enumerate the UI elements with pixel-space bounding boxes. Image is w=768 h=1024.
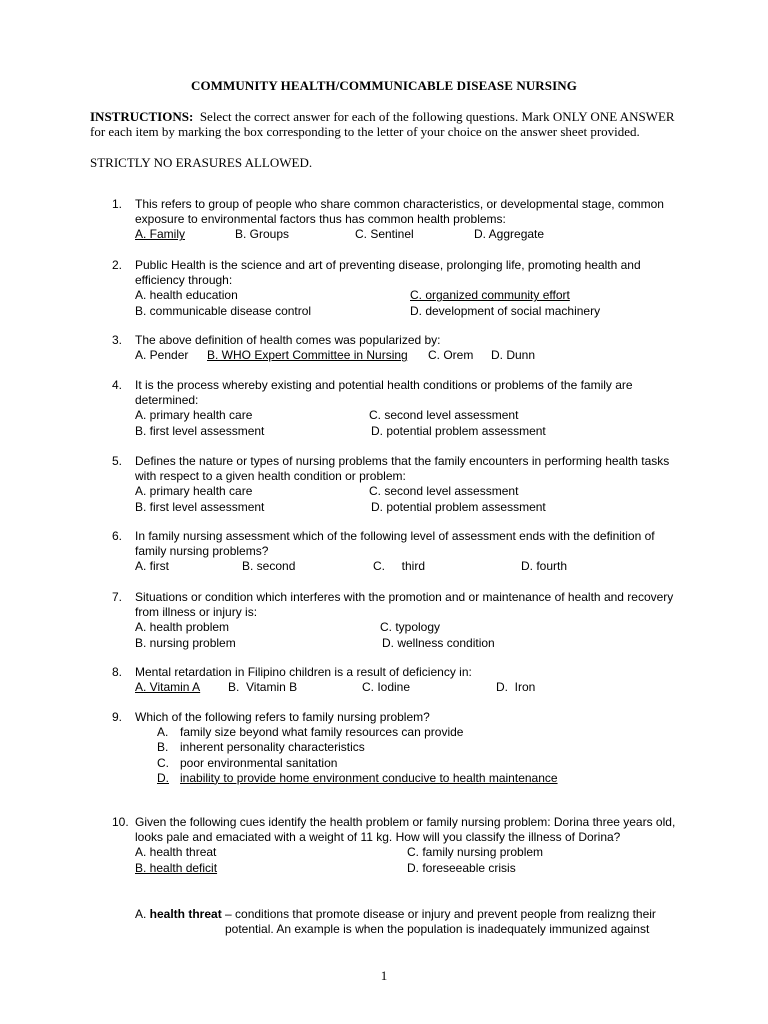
instructions-label: INSTRUCTIONS: <box>90 109 194 124</box>
question-stem: Which of the following refers to family nursing problem? <box>135 710 430 724</box>
question-number: 7. <box>112 590 123 604</box>
choice-b: B. first level assessment <box>135 499 265 514</box>
choice-row <box>135 348 682 363</box>
choice-b: B. first level assessment <box>135 423 265 438</box>
instructions-text: Select the correct answer for each of the following questions. Mark ONLY ONE ANSWER for each item by marking the box corresponding to the letter of your choice on the answer sheet provided. <box>90 109 675 139</box>
question-2 <box>112 258 682 319</box>
choice-a: A. primary health care <box>135 484 253 499</box>
question-stem: Public Health is the science and art of preventing disease, prolonging life, promoting health and efficiency through: <box>135 258 641 288</box>
choice-c: C. third <box>373 559 426 574</box>
question-stem: Given the following cues identify the health problem or family nursing problem: Dorina three years old, looks pale and emaciated with a weight of 11 kg. How will you classify the illness of Dorina? <box>135 815 676 845</box>
question-10 <box>112 815 682 876</box>
choice-row <box>135 288 682 303</box>
choice-d: D. Iron <box>496 680 536 695</box>
choice-d: D. development of social machinery <box>410 303 601 318</box>
definition-line-2: potential. An example is when the population is inadequately immunized against <box>225 922 650 937</box>
question-number: 3. <box>112 333 123 347</box>
choice-a: A. primary health care <box>135 408 253 423</box>
choice-row <box>135 861 682 876</box>
choice-b: B. Groups <box>235 227 290 242</box>
question-number: 9. <box>112 710 123 724</box>
choice-row <box>135 845 682 860</box>
choice-c: C. organized community effort <box>410 288 570 303</box>
question-number: 6. <box>112 529 123 543</box>
choice-b <box>135 740 682 755</box>
choice-c: C. typology <box>380 620 441 635</box>
question-stem: It is the process whereby existing and potential health conditions or problems of the family are determined: <box>135 378 633 408</box>
question-number: 8. <box>112 665 123 679</box>
choice-d: D. foreseeable crisis <box>407 860 516 875</box>
choice-row <box>135 304 682 319</box>
question-6 <box>112 529 682 575</box>
choice-row <box>135 484 682 499</box>
choice-b: B. communicable disease control <box>135 303 312 318</box>
choice-a: A. first <box>135 559 170 574</box>
choice-row <box>135 620 682 635</box>
choice-row <box>135 559 682 574</box>
choice-letter: A. <box>157 725 169 740</box>
question-1 <box>112 197 682 243</box>
choice-d: D. potential problem assessment <box>371 423 546 438</box>
choice-c: C. second level assessment <box>369 484 519 499</box>
question-5 <box>112 454 682 515</box>
question-stem: Defines the nature or types of nursing problems that the family encounters in performing health tasks with respect to a given health condition or problem: <box>135 454 670 484</box>
choice-row <box>135 408 682 423</box>
choice-a: A. health education <box>135 288 238 303</box>
choice-letter: B. <box>157 740 169 755</box>
choice-c: C. Sentinel <box>355 227 414 242</box>
choice-d: D. Dunn <box>491 348 536 363</box>
choice-row <box>135 227 682 242</box>
definition-line-1 <box>135 907 695 922</box>
definition-prefix: A. <box>135 907 150 921</box>
choice-b: B. Vitamin B <box>228 680 298 695</box>
question-stem: Situations or condition which interferes with the promotion and or maintenance of health and recovery from illness or injury is: <box>135 590 674 620</box>
choice-text: inability to provide home environment conducive to health maintenance <box>180 770 558 785</box>
choice-text: inherent personality characteristics <box>180 740 365 755</box>
strict-notice: STRICTLY NO ERASURES ALLOWED. <box>90 155 313 170</box>
question-stem: The above definition of health comes was popularized by: <box>135 333 441 347</box>
choice-a: A. Family <box>135 227 186 242</box>
choice-a <box>135 725 682 740</box>
instructions <box>90 109 680 139</box>
choice-text: family size beyond what family resources can provide <box>180 725 464 740</box>
choice-a: A. Pender <box>135 348 189 363</box>
question-9 <box>112 710 682 786</box>
choice-c: C. family nursing problem <box>407 845 544 860</box>
choice-letter: C. <box>157 755 169 770</box>
choice-d: D. fourth <box>521 559 568 574</box>
question-7 <box>112 590 682 651</box>
choice-letter: D. <box>157 770 169 785</box>
choice-c <box>135 756 682 771</box>
choice-b: B. nursing problem <box>135 635 236 650</box>
question-stem: Mental retardation in Filipino children is a result of deficiency in: <box>135 665 472 679</box>
question-number: 10. <box>112 815 129 829</box>
page-number: 1 <box>380 968 388 983</box>
choice-a: A. health threat <box>135 845 217 860</box>
question-number: 4. <box>112 378 123 392</box>
choice-c: C. Orem <box>428 348 474 363</box>
question-3 <box>112 333 682 363</box>
choice-d <box>135 771 682 786</box>
definition-text: – conditions that promote disease or injury and prevent people from realizng their <box>221 907 656 921</box>
choice-b: B. second <box>242 559 296 574</box>
choice-row <box>135 424 682 439</box>
choice-row <box>135 636 682 651</box>
definition-term: health threat <box>149 907 222 921</box>
question-stem: In family nursing assessment which of the following level of assessment ends with the definition of family nursing problems? <box>135 529 655 559</box>
choice-d: D. potential problem assessment <box>371 499 546 514</box>
question-number: 5. <box>112 454 123 468</box>
choice-text: poor environmental sanitation <box>180 755 338 770</box>
choice-b: B. WHO Expert Committee in Nursing <box>207 348 408 363</box>
question-stem: This refers to group of people who share common characteristics, or developmental stage, common exposure to environmental factors thus has common health problems: <box>135 197 664 227</box>
choice-a: A. Vitamin A <box>135 680 201 695</box>
choice-c: C. second level assessment <box>369 408 519 423</box>
question-4 <box>112 378 682 439</box>
choice-b: B. health deficit <box>135 860 218 875</box>
choice-d: D. wellness condition <box>382 635 495 650</box>
question-number: 1. <box>112 197 123 211</box>
question-8 <box>112 665 682 695</box>
choice-a: A. health problem <box>135 620 230 635</box>
document-title: COMMUNITY HEALTH/COMMUNICABLE DISEASE NURSING <box>190 78 577 93</box>
choice-d: D. Aggregate <box>474 227 545 242</box>
choice-c: C. Iodine <box>362 680 411 695</box>
choice-row <box>135 680 682 695</box>
question-number: 2. <box>112 258 123 272</box>
choice-row <box>135 500 682 515</box>
definition-note <box>135 907 695 937</box>
